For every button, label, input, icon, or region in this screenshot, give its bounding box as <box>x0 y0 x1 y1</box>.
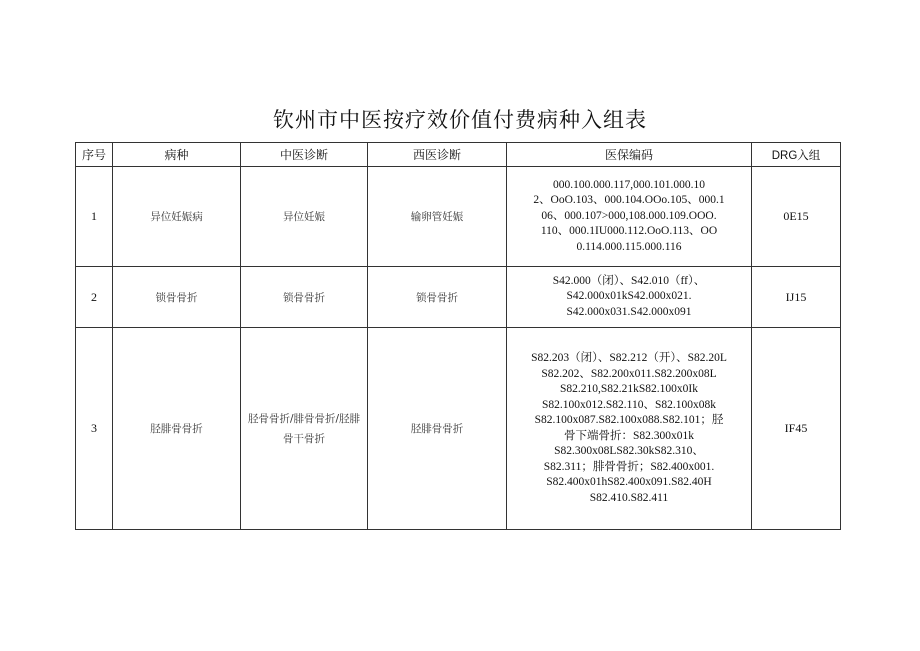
code-line: S82.300x08LS82.30kS82.310、 <box>554 445 704 457</box>
header-insurance-code: 医保编码 <box>507 143 752 167</box>
code-line: S42.000（闭）、S42.010（ff）、 <box>552 274 706 287</box>
table-header-row <box>76 143 841 167</box>
code-line: S82.100x087.S82.100x088.S82.101；胫 <box>534 414 724 426</box>
table-row <box>76 267 841 328</box>
code-line: S82.311；腓骨骨折；S82.400x001. <box>543 460 715 473</box>
code-line: S42.000x031.S42.000x091 <box>566 305 692 318</box>
code-line: S82.400x01hS82.400x091.S82.40H <box>546 476 712 488</box>
row-disease: 胫腓骨骨折 <box>113 328 241 530</box>
header-western-diagnosis: 西医诊断 <box>368 143 507 167</box>
table-row <box>76 328 841 530</box>
row-serial: 2 <box>76 267 113 328</box>
code-line: S82.410.S82.411 <box>589 491 669 504</box>
row-serial: 1 <box>76 167 113 267</box>
code-line: S42.000x01kS42.000x021. <box>566 290 692 303</box>
code-line: S82.202、S82.200x011.S82.200x08L <box>541 367 717 380</box>
row-insurance-codes <box>507 167 752 267</box>
row-tcm-diagnosis: 异位妊娠 <box>241 167 368 267</box>
table-row <box>76 167 841 267</box>
tcm-line: 胫骨骨折/腓骨骨折/胫腓 <box>247 412 361 425</box>
row-western-diagnosis: 输卵管妊娠 <box>368 167 507 267</box>
page-title: 钦州市中医按疗效价值付费病种入组表 <box>273 108 647 132</box>
row-serial: 3 <box>76 328 113 530</box>
code-line: S82.210,S82.21kS82.100x0Ik <box>559 383 699 395</box>
disease-group-table <box>75 142 841 530</box>
row-western-diagnosis: 胫腓骨骨折 <box>368 328 507 530</box>
header-tcm-diagnosis: 中医诊断 <box>241 143 368 167</box>
row-drg-group: IJ15 <box>752 267 841 328</box>
row-insurance-codes <box>507 267 752 328</box>
code-line: 110、000.1IU000.112.OoO.113、OO <box>540 225 718 238</box>
row-disease: 锁骨骨折 <box>113 267 241 328</box>
code-line: 骨下端骨折：S82.300x01k <box>563 429 695 442</box>
code-line: 2、OoO.103、000.104.OOo.105、000.1 <box>533 194 725 207</box>
header-serial: 序号 <box>76 143 113 167</box>
row-western-diagnosis: 锁骨骨折 <box>368 267 507 328</box>
code-line: S82.100x012.S82.110、S82.100x08k <box>541 398 716 411</box>
row-tcm-diagnosis <box>241 328 368 530</box>
header-drg-group: DRG入组 <box>752 143 841 167</box>
row-insurance-codes <box>507 328 752 530</box>
row-drg-group: IF45 <box>752 328 841 530</box>
row-disease: 异位妊娠病 <box>113 167 241 267</box>
row-drg-group: 0E15 <box>752 167 841 267</box>
code-line: 000.100.000.117,000.101.000.10 <box>553 178 705 191</box>
code-line: 06、000.107>000,108.000.109.OOO. <box>541 209 717 222</box>
header-disease: 病种 <box>113 143 241 167</box>
code-line: S82.203（闭）、S82.212（开）、S82.20L <box>531 352 727 364</box>
code-line: 0.114.000.115.000.116 <box>576 240 682 253</box>
tcm-line: 骨干骨折 <box>283 432 325 445</box>
row-tcm-diagnosis: 锁骨骨折 <box>241 267 368 328</box>
